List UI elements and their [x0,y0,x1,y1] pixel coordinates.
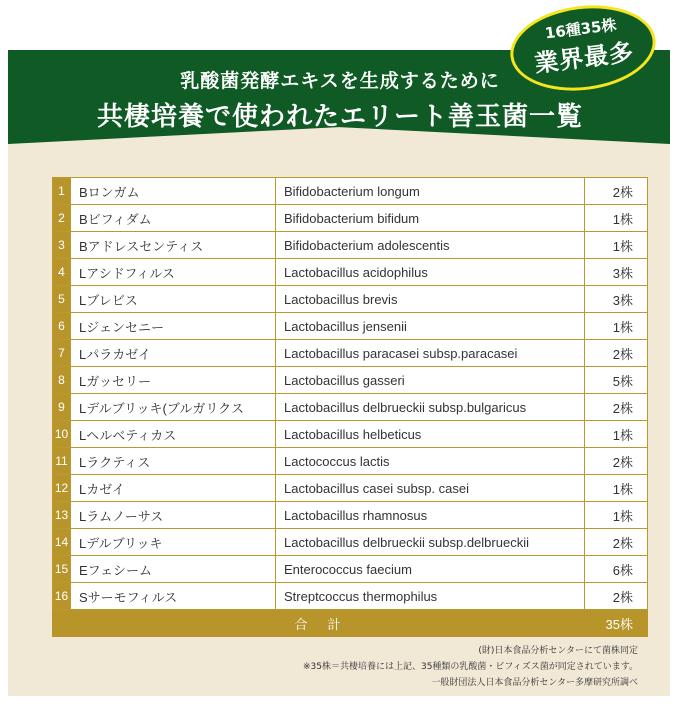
strain-count: 3株 [585,259,648,286]
strain-scientific-name: Lactococcus lactis [276,448,585,475]
strain-scientific-name: Lactobacillus helbeticus [276,421,585,448]
strain-japanese-name: Lパラカゼイ [71,340,276,367]
table-row [53,502,648,529]
strain-count: 2株 [585,340,648,367]
strain-table [52,177,648,637]
row-number: 4 [53,259,71,286]
strain-scientific-name: Streptcoccus thermophilus [276,583,585,610]
strain-count: 2株 [585,394,648,421]
table-row [53,340,648,367]
strain-scientific-name: Lactobacillus delbrueckii subsp.delbrueckii [276,529,585,556]
row-number: 7 [53,340,71,367]
table-row [53,259,648,286]
strain-count: 2株 [585,529,648,556]
table-row [53,475,648,502]
strain-japanese-name: Sサーモフィルス [71,583,276,610]
strain-japanese-name: Lブレビス [71,286,276,313]
strain-count: 1株 [585,313,648,340]
strain-scientific-name: Lactobacillus casei subsp. casei [276,475,585,502]
table-row [53,529,648,556]
strain-scientific-name: Lactobacillus gasseri [276,367,585,394]
row-number: 5 [53,286,71,313]
row-number: 14 [53,529,71,556]
strain-scientific-name: Lactobacillus jensenii [276,313,585,340]
strain-count: 1株 [585,232,648,259]
strain-scientific-name: Bifidobacterium bifidum [276,205,585,232]
table-row [53,205,648,232]
strain-japanese-name: Lデルブリッキ(ブルガリクス [71,394,276,421]
table-row [53,178,648,205]
strain-count: 2株 [585,583,648,610]
row-number: 15 [53,556,71,583]
strain-japanese-name: Lデルブリッキ [71,529,276,556]
row-number: 1 [53,178,71,205]
note-strain-count: ※35株＝共棲培養には上記、35種類の乳酸菌・ビフィズス菌が同定されています。 [302,662,638,672]
strain-japanese-name: Lヘルベティカス [71,421,276,448]
table-row [53,313,648,340]
row-number: 11 [53,448,71,475]
row-number: 13 [53,502,71,529]
strain-scientific-name: Bifidobacterium adolescentis [276,232,585,259]
strain-japanese-name: Bロンガム [71,178,276,205]
note-source: 一般財団法人日本食品分析センター多摩研究所調べ [431,678,638,688]
badge-label: 業界最多 [532,37,636,78]
strain-scientific-name: Lactobacillus delbrueckii subsp.bulgaricus [276,394,585,421]
total-row [53,610,648,637]
table-row [53,448,648,475]
row-number: 10 [53,421,71,448]
header-subtitle: 乳酸菌発酵エキスを生成するために [180,70,500,92]
row-number: 8 [53,367,71,394]
strain-japanese-name: Lアシドフィルス [71,259,276,286]
table-row [53,232,648,259]
table-row [53,421,648,448]
strain-count: 2株 [585,178,648,205]
strain-count: 3株 [585,286,648,313]
row-number: 9 [53,394,71,421]
strain-count: 1株 [585,502,648,529]
note-identification: (財)日本食品分析センターにて菌株同定 [478,646,638,656]
table-row [53,286,648,313]
strain-japanese-name: Lラクティス [71,448,276,475]
table-row [53,556,648,583]
row-number: 6 [53,313,71,340]
strain-japanese-name: Lガッセリー [71,367,276,394]
row-number: 12 [53,475,71,502]
strain-scientific-name: Lactobacillus paracasei subsp.paracasei [276,340,585,367]
row-number: 16 [53,583,71,610]
row-number: 2 [53,205,71,232]
strain-count: 1株 [585,421,648,448]
strain-japanese-name: Bアドレスセンティス [71,232,276,259]
strain-japanese-name: Bビフィダム [71,205,276,232]
row-number: 3 [53,232,71,259]
strain-scientific-name: Enterococcus faecium [276,556,585,583]
strain-scientific-name: Lactobacillus acidophilus [276,259,585,286]
table-row [53,367,648,394]
badge-strain-count: 16種35株 [543,15,618,43]
total-count: 35株 [585,610,648,637]
table-row [53,583,648,610]
strain-scientific-name: Lactobacillus brevis [276,286,585,313]
strain-japanese-name: Lカゼイ [71,475,276,502]
strain-count: 5株 [585,367,648,394]
strain-count: 6株 [585,556,648,583]
header-title: 共棲培養で使われたエリート善玉菌一覧 [96,102,583,132]
total-label: 合計 [71,610,585,637]
table-row [53,394,648,421]
strain-japanese-name: Eフェシーム [71,556,276,583]
strain-japanese-name: Lジェンセニー [71,313,276,340]
strain-count: 1株 [585,205,648,232]
strain-scientific-name: Bifidobacterium longum [276,178,585,205]
strain-count: 2株 [585,448,648,475]
total-spacer [53,610,71,637]
strain-count: 1株 [585,475,648,502]
strain-scientific-name: Lactobacillus rhamnosus [276,502,585,529]
strain-japanese-name: Lラムノーサス [71,502,276,529]
